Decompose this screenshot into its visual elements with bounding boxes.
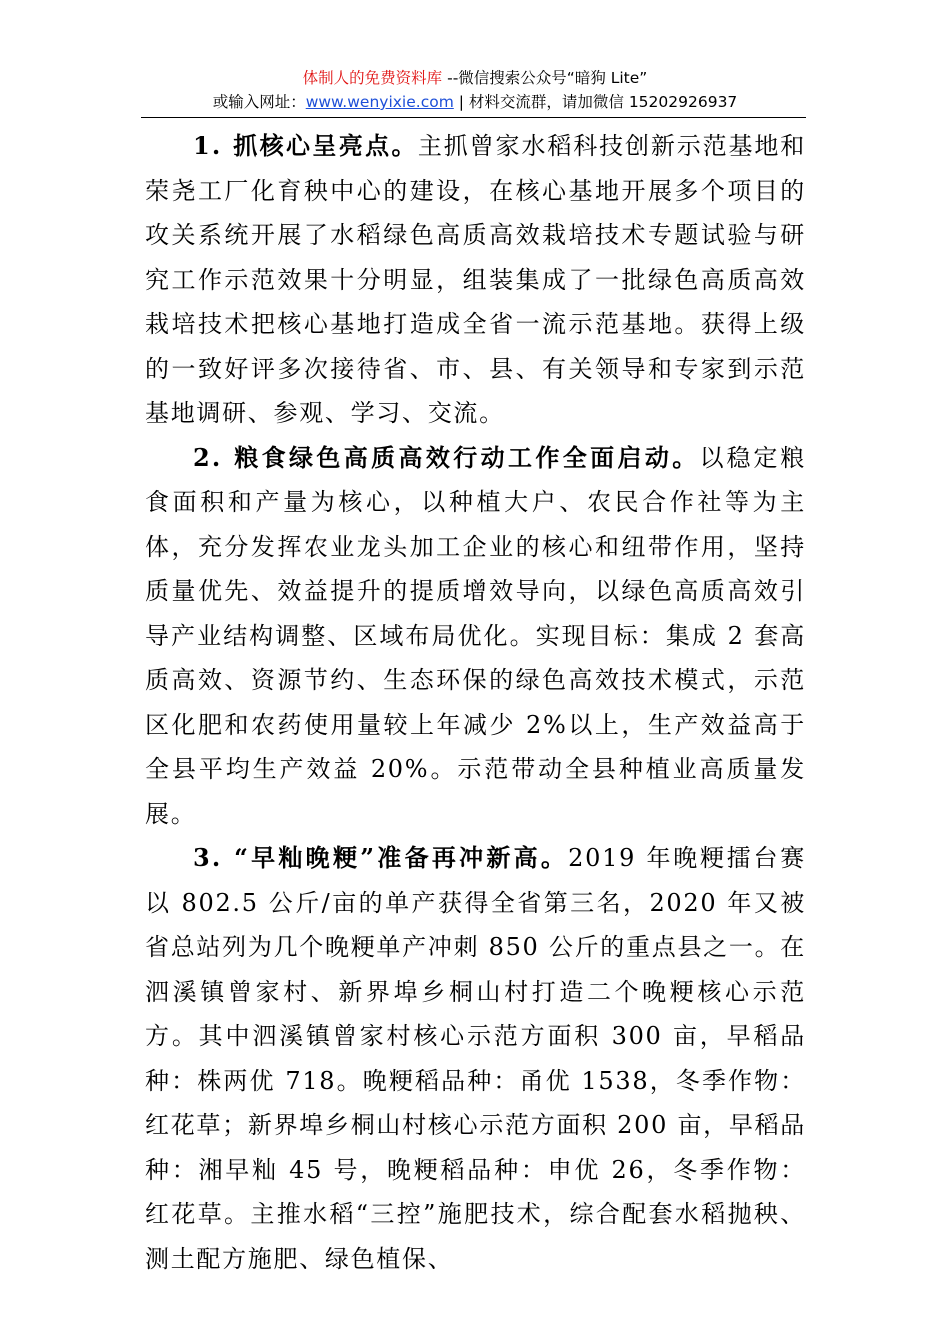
url-prefix: 或输入网址： [212,93,306,111]
header-divider [141,117,806,118]
contact-info: | 材料交流群，请加微信 15202926937 [453,93,738,111]
paragraph-text: 2019 年晚粳擂台赛以 802.5 公斤/亩的单产获得全省第三名，2020 年又被省总站列为几个晚粳单产冲刺 850 公斤的重点县之一。在泗溪镇曾家村、新界埠乡桐山村打造二个晚粳核心示范方。其中泗溪镇曾家村核心示范方面积 300 亩，早稻品种：株两优 718。晚粳稻品种：甬优 1538，冬季作物：红花草；新界埠乡桐山村核心示范方面积 200 亩，早稻品种：湘早籼 45 号，晚粳稻品种：申优 26，冬季作物：红花草。主推水稻“三控”施肥技术，综合配套水稻抛秧、测土配方施肥、绿色植保、 [145,844,806,1273]
document-body [145,124,806,1281]
brand-title: 体制人的免费资料库 [302,69,443,87]
paragraph-text: 以稳定粮食面积和产量为核心，以种植大户、农民合作社等为主体，充分发挥农业龙头加工企业的核心和纽带作用，坚持质量优先、效益提升的提质增效导向，以绿色高质高效引导产业结构调整、区域布局优化。实现目标：集成 2 套高质高效、资源节约、生态环保的绿色高效技术模式，示范区化肥和农药使用量较上年减少 2%以上，生产效益高于全县平均生产效益 20%。示范带动全县种植业高质量发展。 [145,443,806,828]
website-link[interactable]: www.wenyixie.com [305,93,454,111]
paragraph-heading: 1. 抓核心呈亮点。 [193,131,418,160]
paragraph-text: 主抓曾家水稻科技创新示范基地和荣尧工厂化育秧中心的建设，在核心基地开展多个项目的攻关系统开展了水稻绿色高质高效栽培技术专题试验与研究工作示范效果十分明显，组装集成了一批绿色高质高效栽培技术把核心基地打造成全省一流示范基地。获得上级的一致好评多次接待省、市、县、有关领导和专家到示范基地调研、参观、学习、交流。 [145,132,807,427]
paragraph-2 [145,436,806,837]
paragraph-3 [145,836,806,1281]
paragraph-heading: 3. “早籼晚粳”准备再冲新高。 [193,843,569,872]
search-hint: --微信搜索公众号“暗狗 Lite” [442,69,648,87]
header-line-1 [0,66,950,90]
header-line-2 [0,90,950,114]
paragraph-1 [145,124,806,436]
page-header [0,66,950,114]
paragraph-heading: 2. 粮食绿色高质高效行动工作全面启动。 [193,442,700,472]
